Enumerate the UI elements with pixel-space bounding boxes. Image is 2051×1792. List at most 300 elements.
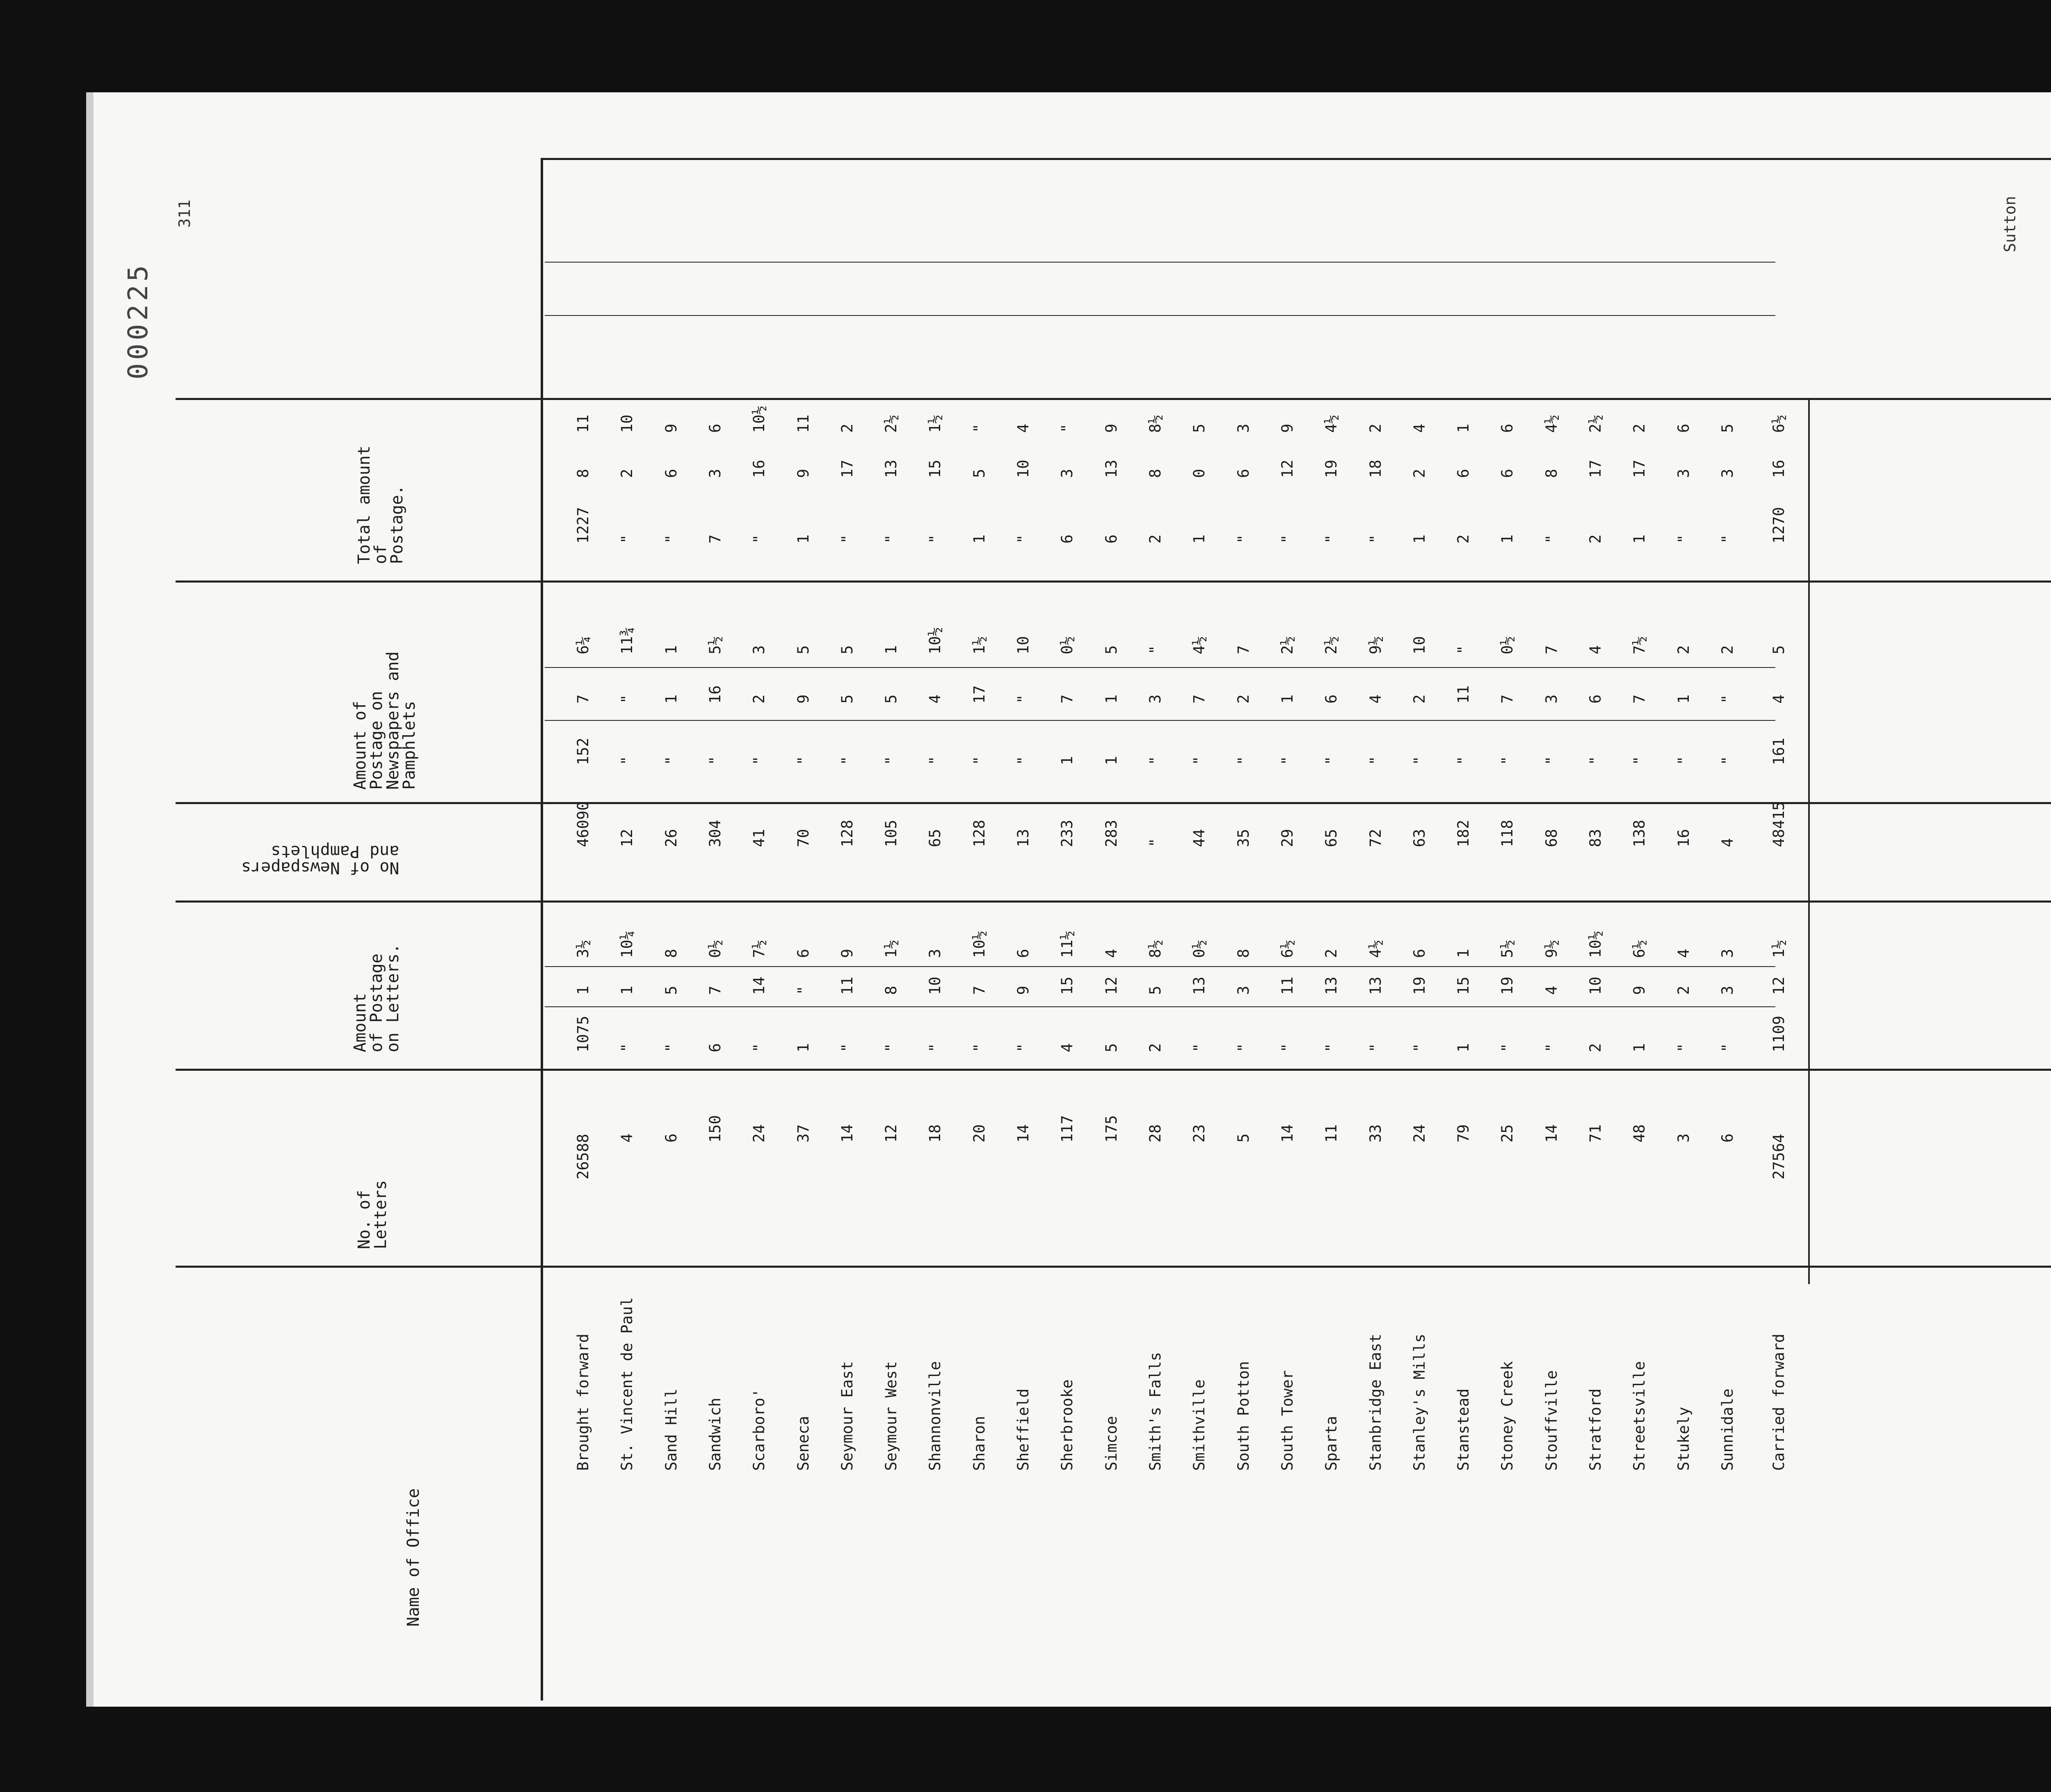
row-25-news-shillings: 1 (1674, 694, 1692, 704)
row-25-letters-pence: 4 (1674, 949, 1692, 958)
money-subrule-2-b (545, 262, 1775, 263)
row-10-news-shillings: " (1014, 694, 1032, 704)
row-1-news-shillings: " (618, 694, 636, 704)
row-13-news-pounds: " (1147, 756, 1164, 765)
row-17-letters: 11 (1322, 1124, 1341, 1143)
row-16-newspapers: 29 (1278, 829, 1296, 847)
row-0-letters-shillings: 1 (574, 985, 592, 995)
row-15-letters-pounds: " (1234, 1043, 1252, 1052)
header-no-of-letters: No. of Letters (355, 1180, 390, 1249)
row-8-letters-shillings: 10 (926, 976, 944, 995)
row-4-office-name: Scarboro' (750, 1388, 768, 1471)
row-15-total-shillings: 6 (1234, 469, 1252, 478)
row-17-letters-shillings: 13 (1322, 976, 1341, 995)
header-name-of-office: Name of Office (404, 1488, 423, 1627)
row-0-letters: 26588 (574, 1134, 592, 1179)
row-15-letters-pence: 8 (1234, 949, 1252, 958)
row-7-total-pounds: " (882, 534, 900, 544)
row-22-total-pence: 4½ (1542, 414, 1560, 433)
row-14-letters: 23 (1190, 1124, 1208, 1143)
row-9-news-shillings: 17 (970, 685, 988, 704)
row-23-letters-pence: 10½ (1587, 930, 1605, 958)
row-12-letters-pence: 4 (1102, 949, 1120, 958)
row-19-total-pounds: 1 (1410, 534, 1428, 544)
row-10-news-pounds: " (1014, 756, 1032, 765)
row-8-newspapers: 65 (926, 829, 944, 847)
row-23-letters-pounds: 2 (1587, 1043, 1605, 1052)
row-15-total-pence: 3 (1234, 423, 1252, 433)
row-17-news-pence: 2½ (1322, 636, 1341, 654)
row-1-news-pounds: " (618, 756, 636, 765)
row-13-total-pounds: 2 (1147, 534, 1164, 544)
row-15-news-pence: 7 (1234, 645, 1252, 654)
row-9-letters-pounds: " (970, 1043, 988, 1052)
row-20-news-shillings: 11 (1455, 685, 1473, 704)
row-4-letters-pounds: " (750, 1043, 768, 1052)
row-2-news-pounds: " (662, 756, 680, 765)
row-7-letters-pounds: " (882, 1043, 900, 1052)
row-14-letters-shillings: 13 (1190, 976, 1208, 995)
row-6-letters-pence: 9 (838, 949, 856, 958)
row-0-news-pence: 6¼ (574, 636, 592, 654)
row-9-news-pounds: " (970, 756, 988, 765)
row-24-letters-pence: 6½ (1631, 939, 1649, 958)
row-23-news-shillings: 6 (1587, 694, 1605, 704)
row-11-total-shillings: 3 (1058, 469, 1076, 478)
row-16-letters-pence: 6½ (1278, 939, 1296, 958)
row-4-newspapers: 41 (750, 829, 768, 847)
row-20-letters-shillings: 15 (1455, 976, 1473, 995)
row-8-news-pounds: " (926, 756, 944, 765)
row-13-total-pence: 8½ (1147, 414, 1164, 433)
row-11-total-pounds: 6 (1058, 534, 1076, 544)
row-4-news-pence: 3 (750, 645, 768, 654)
row-15-letters: 5 (1234, 1133, 1252, 1143)
row-24-letters-shillings: 9 (1631, 985, 1649, 995)
row-20-office-name: Stanstead (1455, 1388, 1473, 1471)
row-19-news-pence: 10 (1410, 636, 1428, 654)
row-0-total-shillings: 8 (574, 469, 592, 478)
row-26-letters-shillings: 3 (1719, 985, 1736, 995)
row-13-news-shillings: 3 (1147, 694, 1164, 704)
row-6-news-shillings: 5 (838, 694, 856, 704)
row-26-letters: 6 (1719, 1133, 1736, 1143)
row-27-letters-shillings: 12 (1770, 976, 1788, 995)
carried-forward-rule (1808, 398, 1810, 1284)
row-12-newspapers: 283 (1102, 820, 1120, 847)
row-1-letters-pence: 10¼ (618, 930, 636, 958)
row-16-total-shillings: 12 (1278, 459, 1296, 478)
row-5-letters-pence: 6 (794, 949, 812, 958)
row-23-total-shillings: 17 (1587, 459, 1605, 478)
row-21-total-shillings: 6 (1498, 469, 1517, 478)
row-3-news-pounds: " (706, 756, 724, 765)
row-12-news-shillings: 1 (1102, 694, 1120, 704)
row-27-news-pounds: 161 (1770, 738, 1788, 765)
row-2-total-pounds: " (662, 534, 680, 544)
row-21-total-pence: 6 (1498, 423, 1517, 433)
row-8-news-pence: 10½ (926, 627, 944, 654)
row-20-letters-pence: 1 (1455, 949, 1473, 958)
row-19-letters: 24 (1410, 1124, 1428, 1143)
row-20-letters-pounds: 1 (1455, 1043, 1473, 1052)
row-25-letters-pounds: " (1674, 1043, 1692, 1052)
row-17-newspapers: 65 (1322, 829, 1341, 847)
row-22-total-pounds: " (1542, 534, 1560, 544)
row-25-total-pounds: " (1674, 534, 1692, 544)
row-6-total-pence: 2 (838, 423, 856, 433)
row-27-total-shillings: 16 (1770, 459, 1788, 478)
row-1-total-pounds: " (618, 534, 636, 544)
row-24-news-shillings: 7 (1631, 694, 1649, 704)
row-21-news-shillings: 7 (1498, 694, 1517, 704)
row-14-news-shillings: 7 (1190, 694, 1208, 704)
column-rule-total (176, 398, 2051, 400)
row-2-total-shillings: 6 (662, 469, 680, 478)
row-10-news-pence: 10 (1014, 636, 1032, 654)
row-5-total-shillings: 9 (794, 469, 812, 478)
column-rule-postage-letters (176, 901, 2051, 903)
row-26-news-shillings: " (1719, 694, 1736, 704)
row-5-letters-shillings: " (794, 985, 812, 995)
row-11-letters-pounds: 4 (1058, 1043, 1076, 1052)
row-14-letters-pounds: " (1190, 1043, 1208, 1052)
row-13-letters-pounds: 2 (1147, 1043, 1164, 1052)
row-17-letters-pounds: " (1322, 1043, 1341, 1052)
row-5-letters-pounds: 1 (794, 1043, 812, 1052)
row-19-total-shillings: 2 (1410, 469, 1428, 478)
outer-rule-left (541, 158, 543, 1701)
row-26-total-pounds: " (1719, 534, 1736, 544)
row-1-office-name: St. Vincent de Paul (618, 1297, 636, 1471)
header-postage-on-newspapers: Amount of Postage on Newspapers and Pamphlets (351, 651, 419, 790)
row-3-news-shillings: 16 (706, 685, 724, 704)
row-1-news-pence: 11¾ (618, 627, 636, 654)
row-20-total-pounds: 2 (1455, 534, 1473, 544)
row-24-news-pence: 7½ (1631, 636, 1649, 654)
row-11-letters-pence: 11½ (1058, 930, 1076, 958)
row-22-news-shillings: 3 (1542, 694, 1560, 704)
row-8-total-pence: 1½ (926, 414, 944, 433)
row-15-newspapers: 35 (1234, 829, 1252, 847)
row-7-office-name: Seymour West (882, 1361, 900, 1471)
row-18-news-pounds: " (1366, 756, 1384, 765)
row-7-total-pence: 2½ (882, 414, 900, 433)
row-6-newspapers: 128 (838, 820, 856, 847)
row-27-letters: 27564 (1770, 1134, 1788, 1179)
row-13-letters-pence: 8½ (1147, 939, 1164, 958)
row-0-letters-pence: 3½ (574, 939, 592, 958)
row-6-news-pounds: " (838, 756, 856, 765)
row-8-total-pounds: " (926, 534, 944, 544)
column-rule-name (176, 1266, 2051, 1268)
row-2-letters-pounds: " (662, 1043, 680, 1052)
row-1-letters: 4 (618, 1133, 636, 1143)
row-24-total-shillings: 17 (1631, 459, 1649, 478)
row-15-total-pounds: " (1234, 534, 1252, 544)
row-18-letters-pence: 4½ (1366, 939, 1384, 958)
row-18-total-pounds: " (1366, 534, 1384, 544)
row-21-news-pounds: " (1498, 756, 1517, 765)
row-2-letters: 6 (662, 1133, 680, 1143)
row-16-news-pence: 2½ (1278, 636, 1296, 654)
row-17-total-pounds: " (1322, 534, 1341, 544)
row-11-newspapers: 233 (1058, 820, 1076, 847)
row-27-office-name: Carried forward (1770, 1333, 1788, 1471)
row-14-total-pence: 5 (1190, 423, 1208, 433)
ledger-page (86, 92, 2051, 1707)
row-14-news-pence: 4½ (1190, 636, 1208, 654)
row-4-news-pounds: " (750, 756, 768, 765)
row-11-office-name: Sherbrooke (1058, 1379, 1076, 1471)
row-6-letters-pounds: " (838, 1043, 856, 1052)
row-11-letters-shillings: 15 (1058, 976, 1076, 995)
row-3-newspapers: 304 (706, 820, 724, 847)
row-3-letters-pence: 0½ (706, 939, 724, 958)
row-1-newspapers: 12 (618, 829, 636, 847)
row-1-letters-shillings: 1 (618, 985, 636, 995)
row-16-news-pounds: " (1278, 756, 1296, 765)
row-5-total-pounds: 1 (794, 534, 812, 544)
row-9-letters: 20 (970, 1124, 988, 1143)
row-24-newspapers: 138 (1631, 820, 1649, 847)
row-4-news-shillings: 2 (750, 694, 768, 704)
row-16-letters-shillings: 11 (1278, 976, 1296, 995)
row-12-total-shillings: 13 (1102, 459, 1120, 478)
row-21-letters-shillings: 19 (1498, 976, 1517, 995)
row-10-office-name: Sheffield (1014, 1388, 1032, 1471)
row-10-letters-pounds: " (1014, 1043, 1032, 1052)
row-26-letters-pence: 3 (1719, 949, 1736, 958)
row-18-letters-shillings: 13 (1366, 976, 1384, 995)
row-12-office-name: Simcoe (1102, 1416, 1120, 1471)
row-19-letters-shillings: 19 (1410, 976, 1428, 995)
row-8-letters-pounds: " (926, 1043, 944, 1052)
row-3-total-pounds: 7 (706, 534, 724, 544)
row-11-total-pence: " (1058, 423, 1076, 433)
row-26-office-name: Sunnidale (1719, 1388, 1736, 1471)
money-subrule-0-a (545, 1006, 1775, 1007)
row-6-news-pence: 5 (838, 645, 856, 654)
row-25-total-pence: 6 (1674, 423, 1692, 433)
row-23-letters: 71 (1587, 1124, 1605, 1143)
row-13-letters: 28 (1147, 1124, 1164, 1143)
row-4-total-pounds: " (750, 534, 768, 544)
row-25-total-shillings: 3 (1674, 469, 1692, 478)
row-4-total-shillings: 16 (750, 459, 768, 478)
row-6-total-shillings: 17 (838, 459, 856, 478)
row-15-news-shillings: 2 (1234, 694, 1252, 704)
row-5-office-name: Seneca (794, 1416, 812, 1471)
row-2-newspapers: 26 (662, 829, 680, 847)
header-postage-on-letters: Amount of Postage on Letters. (351, 944, 402, 1052)
row-11-letters: 117 (1058, 1115, 1076, 1143)
row-5-letters: 37 (794, 1124, 812, 1143)
row-19-letters-pence: 6 (1410, 949, 1428, 958)
row-8-total-shillings: 15 (926, 459, 944, 478)
row-26-letters-pounds: " (1719, 1043, 1736, 1052)
row-14-office-name: Smithville (1190, 1379, 1208, 1471)
row-12-letters-pounds: 5 (1102, 1043, 1120, 1052)
row-7-news-shillings: 5 (882, 694, 900, 704)
row-10-letters-shillings: 9 (1014, 985, 1032, 995)
row-15-letters-shillings: 3 (1234, 985, 1252, 995)
row-27-news-shillings: 4 (1770, 694, 1788, 704)
row-8-letters-pence: 3 (926, 949, 944, 958)
row-11-news-pence: 0½ (1058, 636, 1076, 654)
row-20-news-pence: " (1455, 645, 1473, 654)
row-24-news-pounds: " (1631, 756, 1649, 765)
row-24-office-name: Streetsville (1631, 1361, 1649, 1471)
header-total-postage: Total amount of Postage. (355, 446, 407, 564)
row-22-letters-pence: 9½ (1542, 939, 1560, 958)
row-14-total-shillings: 0 (1190, 469, 1208, 478)
row-17-news-pounds: " (1322, 756, 1341, 765)
row-21-total-pounds: 1 (1498, 534, 1517, 544)
row-7-letters: 12 (882, 1124, 900, 1143)
row-19-news-shillings: 2 (1410, 694, 1428, 704)
row-0-newspapers: 46090 (574, 801, 592, 847)
row-23-total-pence: 2½ (1587, 414, 1605, 433)
row-1-total-pence: 10 (618, 414, 636, 433)
row-9-total-pence: " (970, 423, 988, 433)
row-16-letters-pounds: " (1278, 1043, 1296, 1052)
row-9-news-pence: 1½ (970, 636, 988, 654)
row-19-office-name: Stanley's Mills (1410, 1333, 1428, 1471)
money-subrule-0-b (545, 966, 1775, 967)
row-1-letters-pounds: " (618, 1043, 636, 1052)
row-23-news-pence: 4 (1587, 645, 1605, 654)
row-21-letters-pounds: " (1498, 1043, 1517, 1052)
row-10-letters: 14 (1014, 1124, 1032, 1143)
row-2-letters-pence: 8 (662, 949, 680, 958)
row-21-letters: 25 (1498, 1124, 1517, 1143)
row-9-letters-shillings: 7 (970, 985, 988, 995)
row-2-total-pence: 9 (662, 423, 680, 433)
row-14-total-pounds: 1 (1190, 534, 1208, 544)
row-25-news-pounds: " (1674, 756, 1692, 765)
row-25-office-name: Stukely (1674, 1407, 1692, 1471)
row-14-news-pounds: " (1190, 756, 1208, 765)
row-15-office-name: South Potton (1234, 1361, 1252, 1471)
row-21-news-pence: 0½ (1498, 636, 1517, 654)
row-19-letters-pounds: " (1410, 1043, 1428, 1052)
row-23-office-name: Stratford (1587, 1388, 1605, 1471)
row-17-letters-pence: 2 (1322, 949, 1341, 958)
row-8-letters: 18 (926, 1124, 944, 1143)
row-25-newspapers: 16 (1674, 829, 1692, 847)
row-21-letters-pence: 5½ (1498, 939, 1517, 958)
row-2-news-pence: 1 (662, 645, 680, 654)
row-18-letters: 33 (1366, 1124, 1384, 1143)
row-8-news-shillings: 4 (926, 694, 944, 704)
side-reference: 311 (176, 199, 194, 228)
row-21-office-name: Stoney Creek (1498, 1361, 1517, 1471)
row-6-letters: 14 (838, 1124, 856, 1143)
row-24-total-pence: 2 (1631, 423, 1649, 433)
column-rule-letters (176, 1069, 2051, 1071)
row-18-letters-pounds: " (1366, 1043, 1384, 1052)
row-10-total-pounds: " (1014, 534, 1032, 544)
row-23-news-pounds: " (1587, 756, 1605, 765)
row-20-news-pounds: " (1455, 756, 1473, 765)
outer-rule-top (541, 158, 2051, 160)
row-18-newspapers: 72 (1366, 829, 1384, 847)
row-26-newspapers: 4 (1719, 838, 1736, 847)
row-24-letters-pounds: 1 (1631, 1043, 1649, 1052)
row-22-office-name: Stouffville (1542, 1370, 1560, 1471)
row-7-news-pounds: " (882, 756, 900, 765)
row-10-newspapers: 13 (1014, 829, 1032, 847)
row-9-total-shillings: 5 (970, 469, 988, 478)
row-19-news-pounds: " (1410, 756, 1428, 765)
row-13-news-pence: " (1147, 645, 1164, 654)
row-5-news-pounds: " (794, 756, 812, 765)
column-rule-postage-newspapers (176, 581, 2051, 583)
row-10-total-pence: 4 (1014, 423, 1032, 433)
row-13-office-name: Smith's Falls (1147, 1352, 1164, 1471)
row-4-letters-shillings: 14 (750, 976, 768, 995)
money-subrule-1-b (545, 667, 1775, 668)
row-22-letters-shillings: 4 (1542, 985, 1560, 995)
row-27-news-pence: 5 (1770, 645, 1788, 654)
row-26-total-shillings: 3 (1719, 469, 1736, 478)
row-3-news-pence: 5½ (706, 636, 724, 654)
row-14-newspapers: 44 (1190, 829, 1208, 847)
row-16-total-pounds: " (1278, 534, 1296, 544)
row-23-newspapers: 83 (1587, 829, 1605, 847)
row-22-letters: 14 (1542, 1124, 1560, 1143)
row-26-news-pounds: " (1719, 756, 1736, 765)
row-12-news-pence: 5 (1102, 645, 1120, 654)
row-19-total-pence: 4 (1410, 423, 1428, 433)
row-23-letters-shillings: 10 (1587, 976, 1605, 995)
row-18-news-shillings: 4 (1366, 694, 1384, 704)
row-12-letters-shillings: 12 (1102, 976, 1120, 995)
row-7-newspapers: 105 (882, 820, 900, 847)
row-2-office-name: Sand Hill (662, 1388, 680, 1471)
row-22-total-shillings: 8 (1542, 469, 1560, 478)
row-6-letters-shillings: 11 (838, 976, 856, 995)
row-5-news-pence: 5 (794, 645, 812, 654)
row-0-letters-pounds: 1075 (574, 1015, 592, 1052)
row-4-letters: 24 (750, 1124, 768, 1143)
row-12-total-pence: 9 (1102, 423, 1120, 433)
row-19-newspapers: 63 (1410, 829, 1428, 847)
row-20-newspapers: 182 (1455, 820, 1473, 847)
row-3-total-shillings: 3 (706, 469, 724, 478)
money-subrule-2-a (545, 315, 1775, 316)
row-7-news-pence: 1 (882, 645, 900, 654)
row-27-letters-pence: 1½ (1770, 939, 1788, 958)
row-3-office-name: Sandwich (706, 1397, 724, 1471)
row-3-total-pence: 6 (706, 423, 724, 433)
row-10-total-shillings: 10 (1014, 459, 1032, 478)
row-20-total-shillings: 6 (1455, 469, 1473, 478)
row-7-letters-pence: 1½ (882, 939, 900, 958)
row-16-letters: 14 (1278, 1124, 1296, 1143)
row-9-newspapers: 128 (970, 820, 988, 847)
row-4-total-pence: 10½ (750, 405, 768, 433)
row-20-total-pence: 1 (1455, 423, 1473, 433)
row-5-news-shillings: 9 (794, 694, 812, 704)
row-16-total-pence: 9 (1278, 423, 1296, 433)
row-17-news-shillings: 6 (1322, 694, 1341, 704)
row-3-letters-shillings: 7 (706, 985, 724, 995)
row-27-letters-pounds: 1109 (1770, 1015, 1788, 1052)
row-24-total-pounds: 1 (1631, 534, 1649, 544)
row-26-news-pence: 2 (1719, 645, 1736, 654)
